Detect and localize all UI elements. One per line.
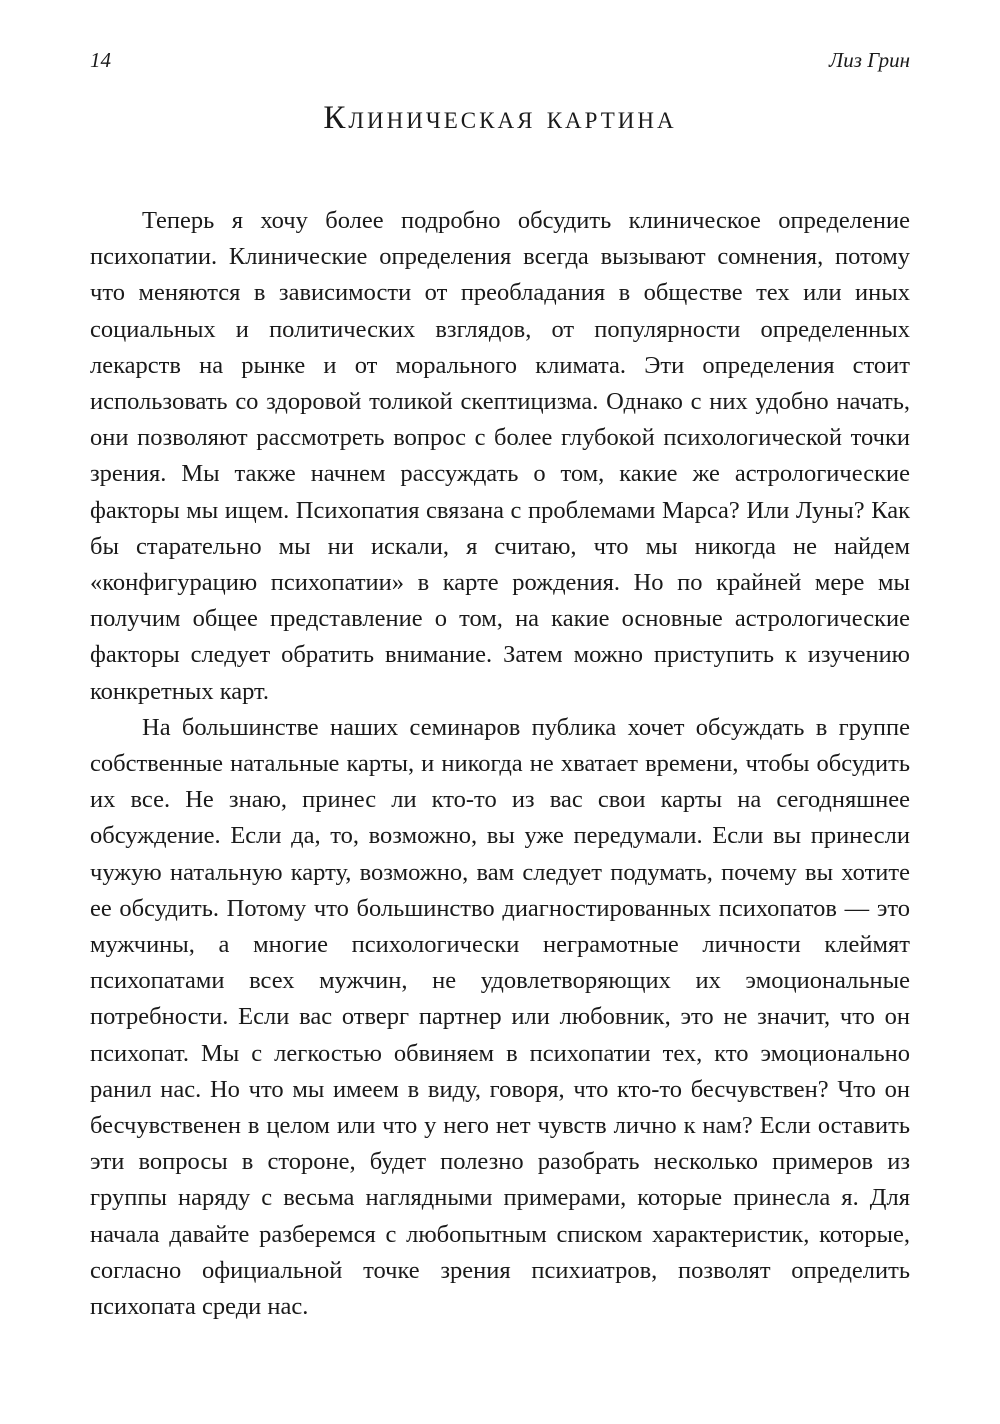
body-text [90,203,910,1325]
running-author: Лиз Грин [829,48,910,72]
page-number: 14 [90,48,111,72]
chapter-title: Клиническая картина [323,100,677,136]
paragraph: Теперь я хочу более подробно обсудить клиническое определение психопатии. Клинические определения всегда вызывают сомнения, потому что меняются в зависимости от преобладания в обществе тех или иных социальных и политических взглядов, от популярности определенных лекарств на рынке и от морального климата. Эти определения стоит использовать со здоровой толикой скептицизма. Однако с них удобно начать, они позволяют рассмотреть вопрос с более глубокой психологической точки зрения. Мы также начнем рассуждать о том, какие же астрологические факторы мы ищем. Психопатия связана с проблемами Марса? Или Луны? Как бы старательно мы ни искали, я считаю, что мы никогда не найдем «конфигурацию психопатии» в карте рождения. Но по крайней мере мы получим общее представление о том, на какие основные астрологические факторы следует обратить внимание. Затем можно приступить к изучению конкретных карт. [90,207,910,705]
paragraph: На большинстве наших семинаров публика хочет обсуждать в группе собственные натальные карты, и никогда не хватает времени, чтобы обсудить их все. Не знаю, принес ли кто-то из вас свои карты на сегодняшнее обсуждение. Если да, то, возможно, вы уже передумали. Если вы принесли чужую натальную карту, возможно, вам следует подумать, почему вы хотите ее обсудить. Потому что большинство диагностированных психопатов — это мужчины, а многие психологически неграмотные личности клеймят психопатами всех мужчин, не удовлетворяющих их эмоциональные потребности. Если вас отверг партнер или любовник, это не значит, что он психопат. Мы с легкостью обвиняем в психопатии тех, кто эмоционально ранил нас. Но что мы имеем в виду, говоря, что кто-то бесчувствен? Что он бесчувственен в целом или что у него нет чувств лично к нам? Если оставить эти вопросы в стороне, будет полезно разобрать несколько примеров из группы наряду с весьма наглядными примерами, которые принесла я. Для начала давайте разберемся с любопытным списком характеристик, которые, согласно официальной точке зрения психиатров, позволят определить психопата среди нас. [90,713,910,1321]
running-header [90,48,910,78]
